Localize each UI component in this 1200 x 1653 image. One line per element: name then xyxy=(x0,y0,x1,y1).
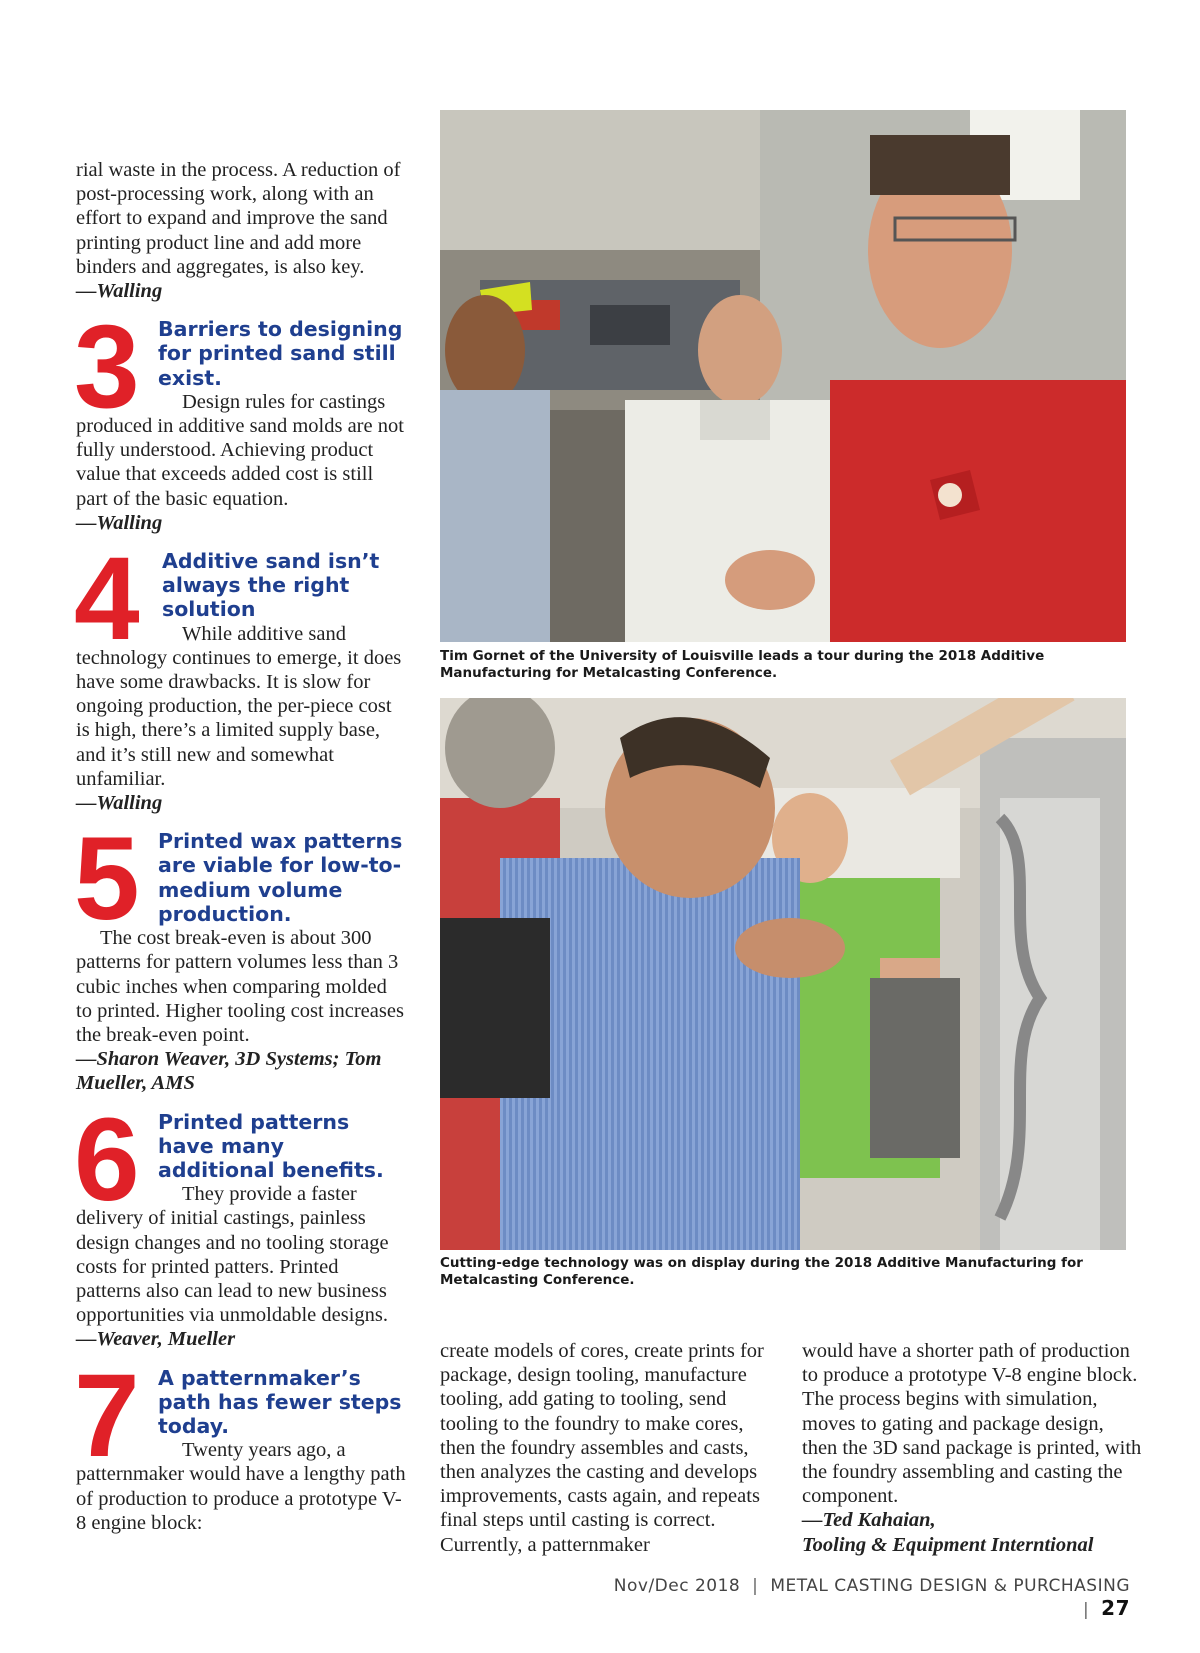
item-6 xyxy=(74,1093,406,1352)
item-body: While additive sand technology continues to emerge, it does have some drawbacks. It is slow for ongoing production, the per-piece cost is high, there’s a limited supply base, and it’s still new and somewhat unfamiliar. xyxy=(76,622,402,790)
item-heading: Additive sand isn’t always the right solution xyxy=(162,549,380,622)
intro-paragraph: rial waste in the process. A reduction of post-processing work, along with an effort to expand and improve the sand printing product line and add more binders and aggregates, is also key. xyxy=(76,159,401,278)
item-heading: A patternmaker’s path has fewer steps today. xyxy=(158,1365,402,1438)
item-body: The cost break-even is about 300 patterns for pattern volumes less than 3 cubic inches when comparing molded to printed. Higher tooling cost increases the break-even point. xyxy=(76,927,404,1046)
item-number: 7 xyxy=(74,1349,136,1482)
item-body: Design rules for castings produced in additive sand molds are not fully understood. Achieving product value that exceeds added cost is still part of the basic equation. xyxy=(76,390,404,510)
item-number: 6 xyxy=(74,1093,136,1226)
item-3 xyxy=(74,301,406,535)
photo-technology-display xyxy=(440,698,1126,1250)
photo-tour-leader xyxy=(440,110,1126,642)
item-body: They provide a faster delivery of initial castings, painless design changes and no tooling storage costs for printed patters. Printed patterns also can lead to new business opportunities via unmoldable designs. xyxy=(76,1183,389,1327)
item-attribution: —Weaver, Mueller xyxy=(76,1328,236,1351)
item-5 xyxy=(74,813,406,1095)
body-column-middle xyxy=(440,1339,780,1557)
item-7 xyxy=(74,1349,406,1535)
item-attribution: —Walling xyxy=(76,511,163,534)
page-number: 27 xyxy=(1101,1596,1130,1620)
item-attribution: —Sharon Weaver, 3D Systems; Tom Mueller, AMS xyxy=(76,1048,382,1095)
item-heading: Printed wax patterns are viable for low-to-medium volume production. xyxy=(158,829,403,926)
attribution-org: Tooling & Equipment Interntional xyxy=(802,1533,1094,1556)
page-footer xyxy=(590,1576,1130,1620)
item-number: 4 xyxy=(74,533,136,666)
body-column-right xyxy=(802,1339,1142,1557)
item-heading: Barriers to designing for printed sand still exist. xyxy=(158,317,403,390)
attribution-name: —Ted Kahaian, xyxy=(802,1509,936,1532)
photo-caption-top: Tim Gornet of the University of Louisville leads a tour during the 2018 Additive Manufacturing for Metalcasting Conference. xyxy=(440,648,1045,681)
item-heading: Printed patterns have many additional benefits. xyxy=(158,1109,384,1182)
item-4 xyxy=(74,533,406,815)
footer-magazine: METAL CASTING DESIGN & PURCHASING xyxy=(770,1576,1130,1596)
body-paragraph: would have a shorter path of production to produce a prototype V-8 engine block. The process begins with simulation, moves to gating and package design, then the 3D sand package is printed, with the foundry assembling and casting the component. xyxy=(802,1340,1142,1508)
item-attribution: —Walling xyxy=(76,792,163,815)
item-body: Twenty years ago, a patternmaker would have a lengthy path of production to produce a prototype V-8 engine block: xyxy=(76,1439,406,1534)
footer-separator: | xyxy=(1083,1600,1090,1620)
intro-attribution: —Walling xyxy=(76,280,163,303)
footer-issue: Nov/Dec 2018 xyxy=(613,1576,741,1596)
footer-separator: | xyxy=(752,1576,759,1596)
item-number: 3 xyxy=(74,301,136,434)
photo-caption-bottom: Cutting-edge technology was on display during the 2018 Additive Manufacturing for Metalcasting Conference. xyxy=(440,1255,1083,1288)
body-paragraph: create models of cores, create prints for package, design tooling, manufacture tooling, add gating to tooling, send tooling to the foundry to make cores, then the foundry assembles and casts, then analyzes the casting and develops improvements, casts again, and repeats final steps until casting is correct. Currently, a patternmaker xyxy=(440,1340,764,1556)
item-number: 5 xyxy=(74,813,136,946)
left-column xyxy=(76,158,406,1535)
